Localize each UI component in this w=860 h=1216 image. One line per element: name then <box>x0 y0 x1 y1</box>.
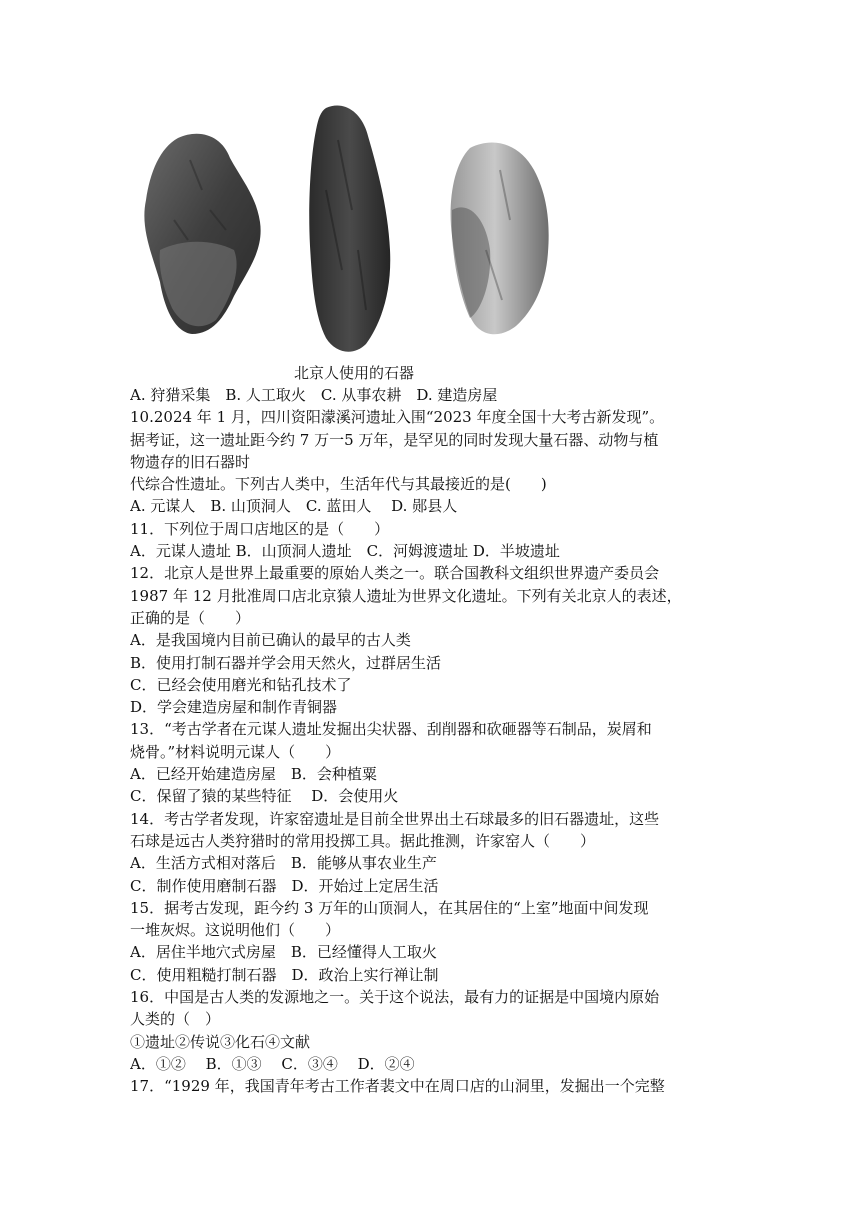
text-line: A．是我国境内目前已确认的最早的古人类 <box>130 631 411 650</box>
text-line: 11．下列位于周口店地区的是（ ） <box>130 519 390 538</box>
text-line: ①遗址②传说③化石④文献 <box>130 1032 311 1051</box>
text-line: C．使用粗糙打制石器 D．政治上实行禅让制 <box>130 965 439 984</box>
text-line: A. 狩猎采集 B. 人工取火 C. 从事农耕 D. 建造房屋 <box>130 386 498 404</box>
text-line: A．元谋人遗址 B．山顶洞人遗址 C．河姆渡遗址 D．半坡遗址 <box>130 542 560 561</box>
text-line: 人类的（ ） <box>130 1010 221 1029</box>
text-line: 1987 年 12 月批准周口店北京猿人遗址为世界文化遗址。下列有关北京人的表述， <box>130 586 682 605</box>
text-line: D．学会建造房屋和制作青铜器 <box>130 698 338 717</box>
text-line: 16．中国是古人类的发源地之一。关于这个说法，最有力的证据是中国境内原始 <box>130 988 660 1007</box>
text-line: C．制作使用磨制石器 D．开始过上定居生活 <box>130 876 439 895</box>
text-line: 14．考古学者发现，许家窑遗址是目前全世界出土石球最多的旧石器遗址，这些 <box>130 809 660 828</box>
text-line: A．居住半地穴式房屋 B．已经懂得人工取火 <box>130 943 437 962</box>
text-line: A．生活方式相对落后 B．能够从事农业生产 <box>130 854 437 873</box>
stone-tools-photo <box>130 100 570 360</box>
text-line: A．已经开始建造房屋 B．会种植粟 <box>130 765 377 784</box>
text-line: 一堆灰烬。这说明他们（ ） <box>130 921 341 940</box>
text-line: C．保留了猿的某些特征 D．会使用火 <box>130 787 399 806</box>
text-line: 15．据考古发现，距今约 3 万年的山顶洞人，在其居住的“上室”地面中间发现 <box>130 898 649 917</box>
text-line: 石球是远古人类狩猎时的常用投掷工具。据此推测，许家窑人（ ） <box>130 831 596 850</box>
stone-tool-middle <box>309 106 390 352</box>
stone-tool-right <box>451 143 549 335</box>
text-line: C．已经会使用磨光和钻孔技术了 <box>130 675 352 694</box>
text-line: 烧骨。”材料说明元谋人（ ） <box>130 742 341 761</box>
text-line: A．①② B．①③ C．③④ D．②④ <box>130 1054 415 1073</box>
text-line: 17．“1929 年，我国青年考古工作者裴文中在周口店的山洞里，发掘出一个完整 <box>130 1077 665 1096</box>
text-line: 10.2024 年 1 月，四川资阳濛溪河遗址入围“2023 年度全国十大考古新发现”。 <box>130 408 665 427</box>
stone-tool-left <box>144 134 260 334</box>
text-line: 正确的是（ ） <box>130 608 251 627</box>
text-line: B．使用打制石器并学会用天然火，过群居生活 <box>130 653 442 672</box>
text-line: A. 元谋人 B. 山顶洞人 C. 蓝田人 D. 郧县人 <box>130 497 458 516</box>
text-line: 代综合性遗址。下列古人类中，生活年代与其最接近的是( ) <box>130 475 547 494</box>
text-line: 据考证，这一遗址距今约 7 万一5 万年，是罕见的同时发现大量石器、动物与植 <box>130 430 659 449</box>
text-line: 物遗存的旧石器时 <box>130 452 251 471</box>
text-line: 12．北京人是世界上最重要的原始人类之一。联合国教科文组织世界遗产委员会 <box>130 564 660 583</box>
figure-caption: 北京人使用的石器 <box>294 364 415 382</box>
question-text <box>130 384 734 1098</box>
text-line: 13．“考古学者在元谋人遗址发掘出尖状器、刮削器和砍砸器等石制品，炭屑和 <box>130 720 652 739</box>
